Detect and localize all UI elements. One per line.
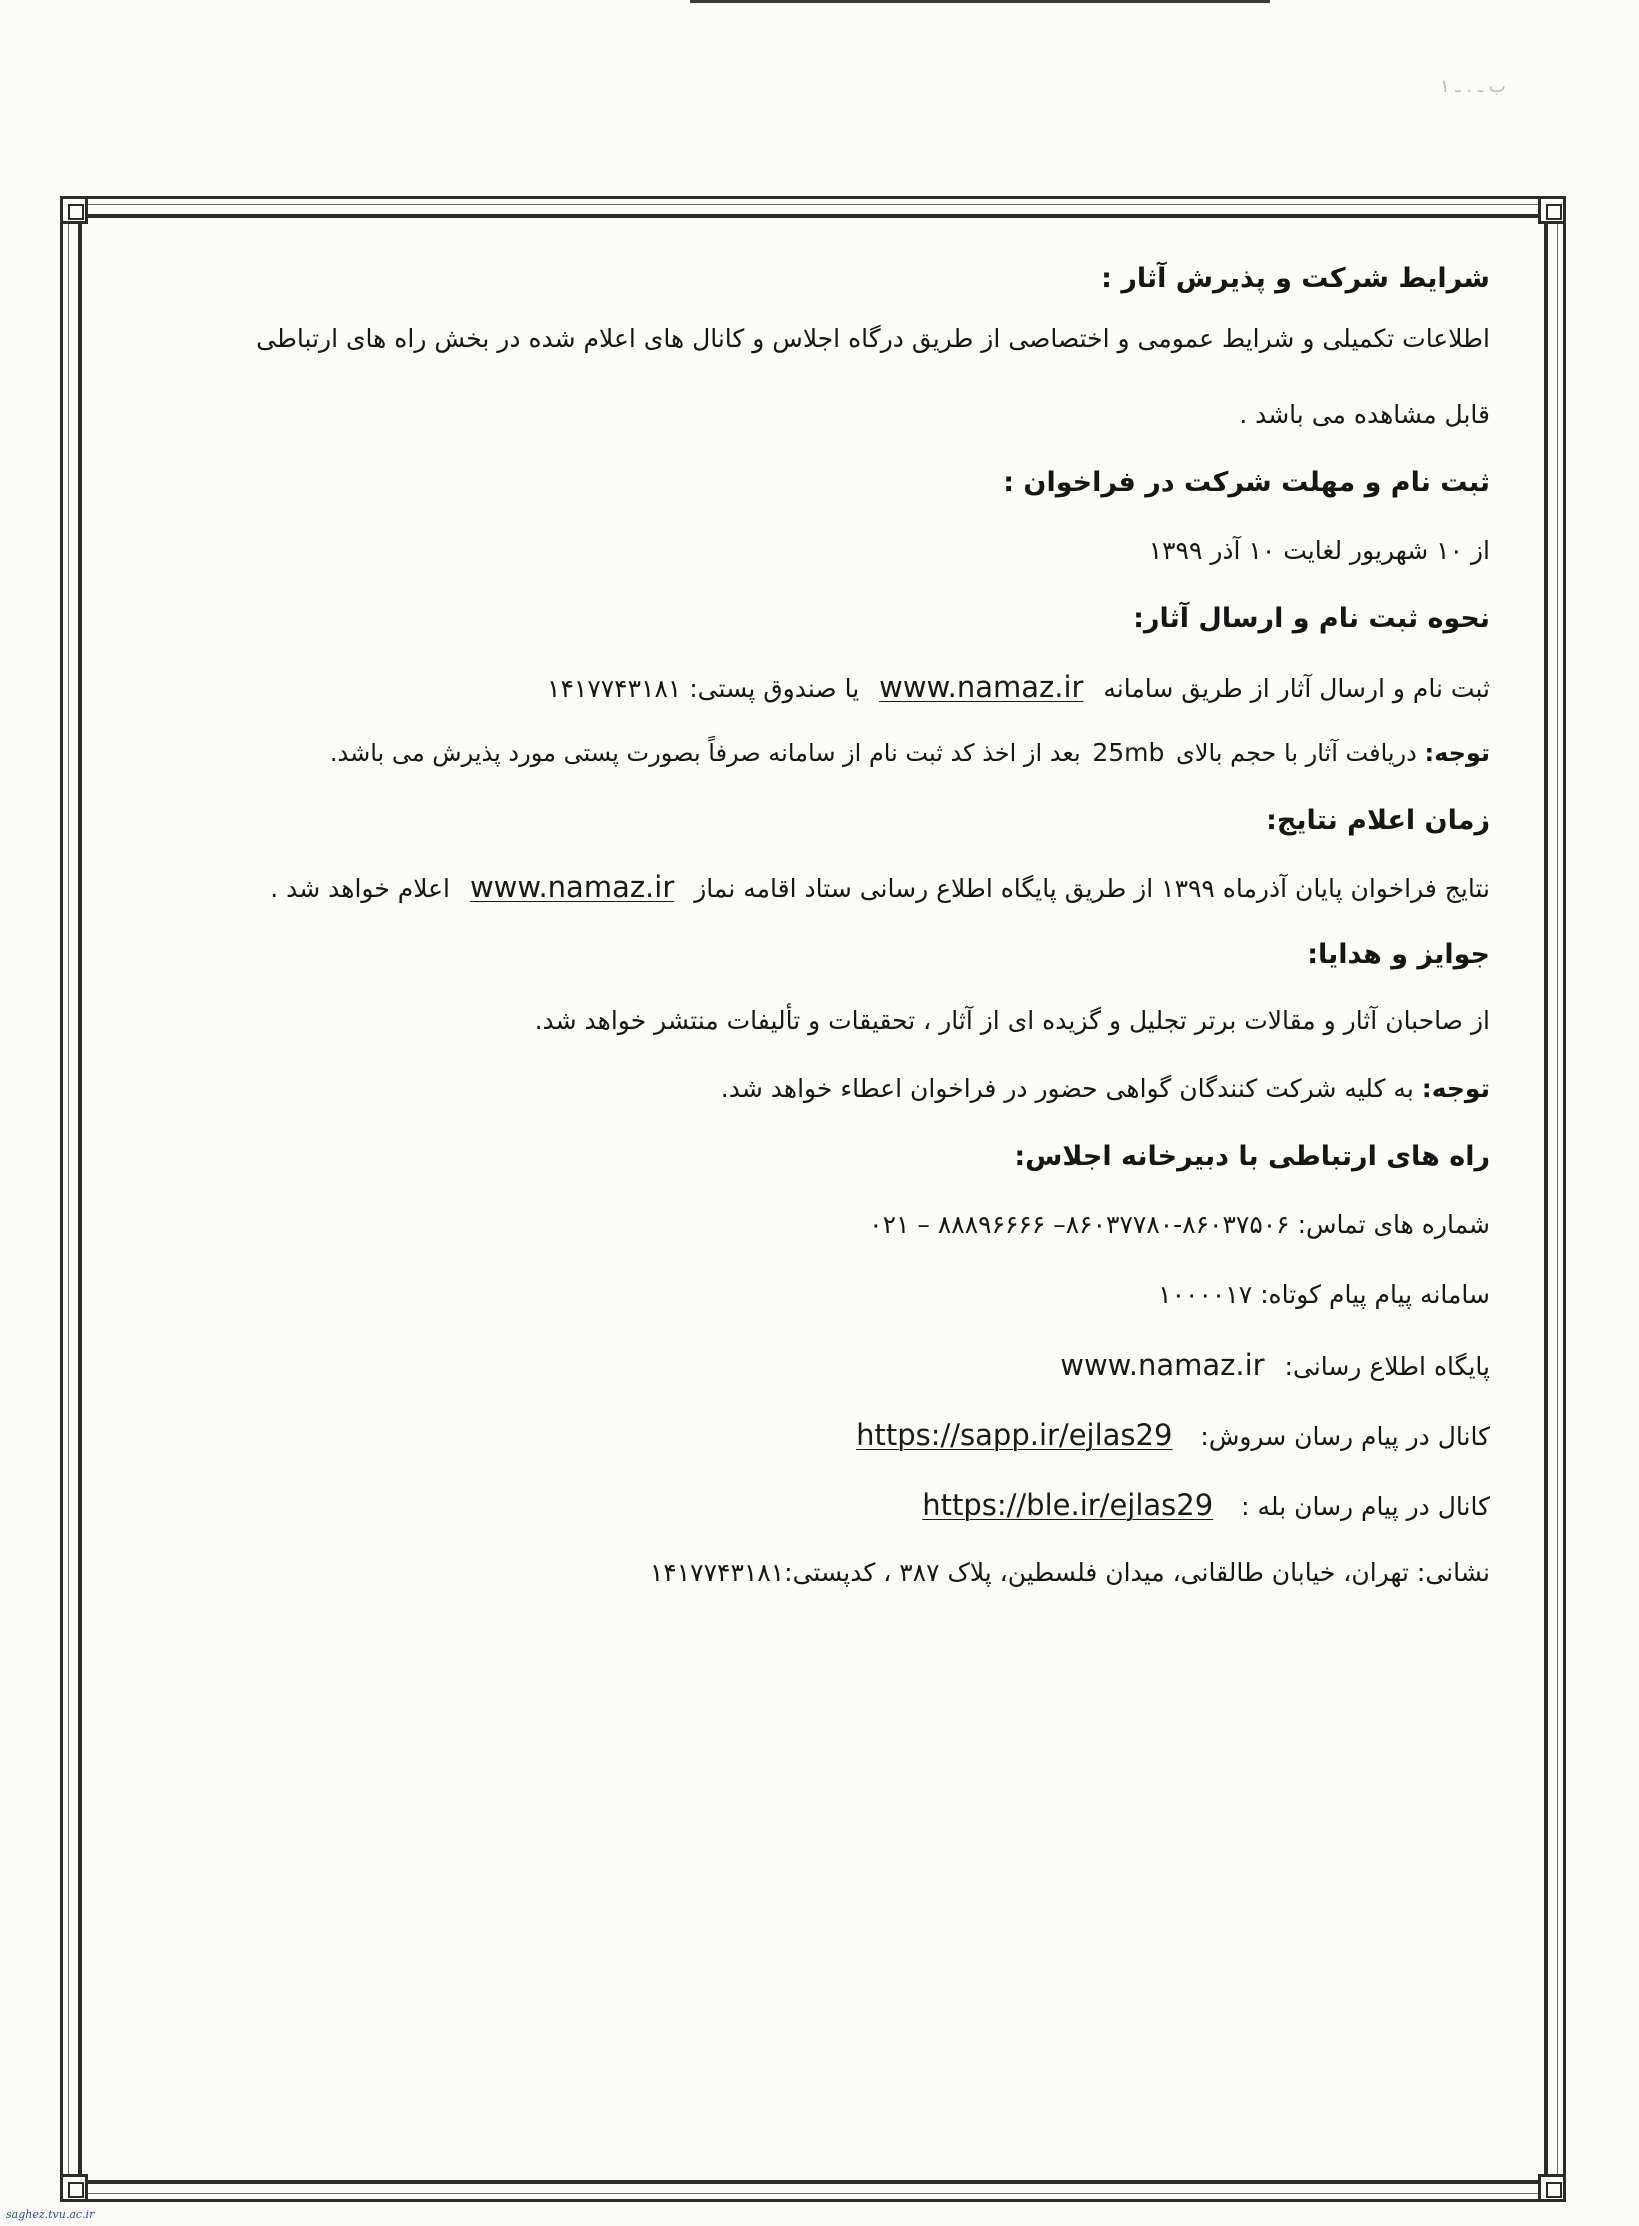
- contact-sms: [160, 1272, 1490, 1318]
- submission-note-label: توجه:: [1424, 739, 1490, 767]
- prizes-text: از صاحبان آثار و مقالات برتر تجلیل و گزیده ای از آثار ، تحقیقات و تألیفات منتشر خواهد شد.: [534, 1006, 1490, 1035]
- submission-note-after: بعد از اخذ کد ثبت نام از سامانه صرفاً بصورت پستی مورد پذیرش می باشد.: [329, 739, 1081, 767]
- contact-phones-label: شماره های تماس:: [1297, 1210, 1490, 1239]
- submission-text-before: ثبت نام و ارسال آثار از طریق سامانه: [1103, 674, 1490, 703]
- contact-website: [160, 1342, 1490, 1388]
- results-text-after: اعلام خواهد شد .: [270, 874, 450, 903]
- contact-phones: [160, 1202, 1490, 1248]
- results-website-link[interactable]: www.namaz.ir: [469, 870, 675, 904]
- results-text-before: نتایج فراخوان پایان آذرماه ۱۳۹۹ از طریق پایگاه اطلاع رسانی ستاد اقامه نماز: [694, 874, 1490, 903]
- contact-bale-link[interactable]: https://ble.ir/ejlas29: [922, 1488, 1214, 1522]
- conditions-line-1: اطلاعات تکمیلی و شرایط عمومی و اختصاصی از طریق درگاه اجلاس و کانال های اعلام شده در بخش راه های ارتباطی: [256, 324, 1490, 353]
- contact-sms-label: سامانه پیام پیام کوتاه:: [1260, 1280, 1490, 1309]
- border-corner-ornament: [1538, 2174, 1566, 2202]
- contact-website-link[interactable]: www.namaz.ir: [1060, 1348, 1265, 1382]
- contact-soroush: [160, 1412, 1490, 1458]
- border-corner-ornament: [60, 2174, 88, 2202]
- submission-text: [160, 664, 1490, 710]
- conditions-heading: شرایط شرکت و پذیرش آثار :: [1101, 263, 1490, 294]
- deadline-text: از ۱۰ شهریور لغایت ۱۰ آذر ۱۳۹۹: [1148, 536, 1490, 565]
- scan-top-edge: [690, 0, 1270, 3]
- contact-soroush-link[interactable]: https://sapp.ir/ejlas29: [856, 1418, 1173, 1452]
- contact-address: نشانی: تهران، خیابان طالقانی، میدان فلسطین، پلاک ۳۸۷ ، کدپستی:۱۴۱۷۷۴۳۱۸۱: [649, 1558, 1490, 1587]
- contact-website-label: پایگاه اطلاع رسانی:: [1284, 1352, 1490, 1381]
- submission-note-size: 25mb: [1092, 738, 1165, 767]
- results-heading: زمان اعلام نتایج:: [1266, 805, 1490, 836]
- prizes-note-label: توجه:: [1421, 1074, 1490, 1103]
- contact-phones-value: ۸۶۰۳۷۷۸۰-۸۶۰۳۷۵۰۶– ۸۸۸۹۶۶۶۶ – ۰۲۱: [869, 1210, 1290, 1239]
- contact-sms-value: ۱۰۰۰۰۱۷: [1158, 1280, 1253, 1309]
- site-watermark: saghez.tvu.ac.ir: [6, 2208, 95, 2221]
- submission-text-after: یا صندوق پستی: ۱۴۱۷۷۴۳۱۸۱: [547, 674, 860, 703]
- border-corner-ornament: [1538, 196, 1566, 224]
- submission-note-before: دریافت آثار با حجم بالای: [1176, 739, 1417, 767]
- conditions-line-2: قابل مشاهده می باشد .: [1239, 400, 1490, 429]
- submission-heading: نحوه ثبت نام و ارسال آثار:: [1133, 603, 1490, 634]
- results-text: [160, 864, 1490, 910]
- prizes-note: [160, 1066, 1490, 1112]
- deadline-heading: ثبت نام و مهلت شرکت در فراخوان :: [1003, 467, 1490, 498]
- contact-soroush-label: کانال در پیام رسان سروش:: [1200, 1422, 1490, 1451]
- document-body: [160, 250, 1490, 1596]
- submission-website-link[interactable]: www.namaz.ir: [879, 670, 1084, 704]
- prizes-heading: جوایز و هدایا:: [1307, 939, 1490, 970]
- contact-bale-label: کانال در پیام رسان بله :: [1241, 1492, 1490, 1521]
- contact-heading: راه های ارتباطی با دبیرخانه اجلاس:: [1014, 1141, 1490, 1172]
- border-corner-ornament: [60, 196, 88, 224]
- scan-header-marks: ب ـ . ـ ۱: [1440, 76, 1506, 97]
- prizes-note-text: به کلیه شرکت کنندگان گواهی حضور در فراخوان اعطاء خواهد شد.: [720, 1074, 1414, 1103]
- contact-bale: [160, 1482, 1490, 1528]
- submission-note: [160, 730, 1490, 776]
